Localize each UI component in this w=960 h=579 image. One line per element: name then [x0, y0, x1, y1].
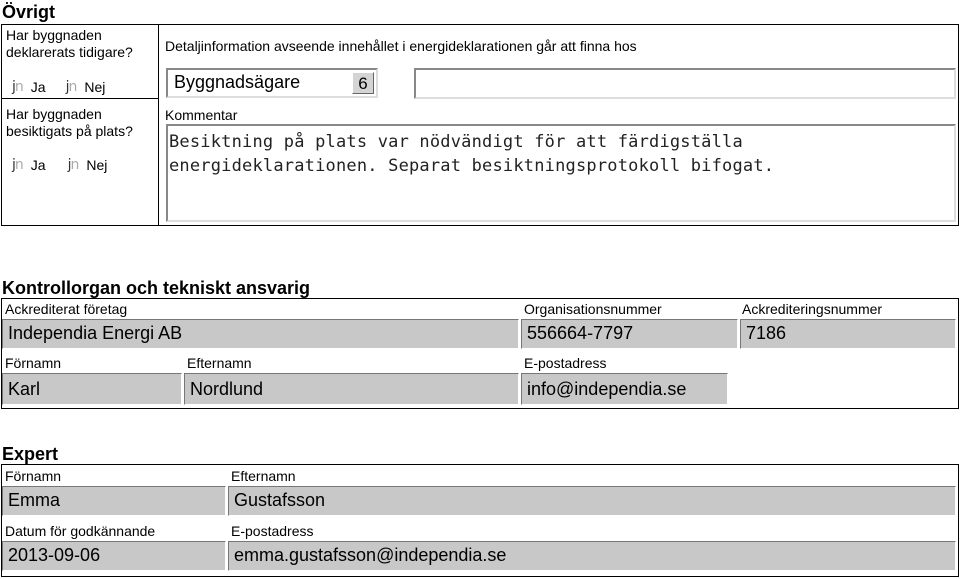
company-label: Ackrediterat företag [5, 301, 128, 317]
detail-extra-input[interactable] [414, 68, 956, 99]
q2-label: Har byggnaden besiktigats på plats? [6, 106, 133, 139]
expert-lastname-field[interactable]: Gustafsson [228, 486, 956, 516]
expert-firstname-label: Förnamn [5, 468, 62, 484]
expert-title: Expert [2, 444, 59, 464]
kontroll-firstname-field[interactable]: Karl [2, 373, 182, 405]
kontroll-lastname-label: Efternamn [187, 355, 252, 371]
kontroll-lastname-field[interactable]: Nordlund [184, 373, 519, 405]
expert-email-field[interactable]: emma.gustafsson@independia.se [228, 541, 956, 571]
comment-label: Kommentar [165, 107, 238, 123]
kontroll-firstname-label: Förnamn [5, 355, 62, 371]
kontroll-title: Kontrollorgan och tekniskt ansvarig [2, 278, 311, 298]
expert-email-label: E-postadress [231, 523, 314, 539]
ovrigt-divider-horizontal [1, 98, 159, 99]
ovrigt-divider-vertical [158, 24, 159, 226]
q2-options [12, 157, 107, 173]
chevron-down-icon[interactable]: 6 [352, 72, 374, 94]
q1-options [12, 79, 105, 95]
q2-nej-label[interactable]: Nej [86, 157, 108, 173]
q1-ja-radio-icon[interactable]: jn [12, 79, 23, 95]
q1-label: Har byggnaden deklarerats tidigare? [6, 27, 133, 60]
ovrigt-title: Övrigt [2, 2, 56, 22]
detail-info-text: Detaljinformation avseende innehållet i energideklarationen går att finna hos [165, 38, 637, 54]
company-field[interactable]: Independia Energi AB [2, 319, 519, 349]
approval-date-label: Datum för godkännande [5, 523, 156, 539]
detail-source-select-value: Byggnadsägare [174, 72, 301, 92]
detail-source-select[interactable] [166, 68, 378, 98]
q1-nej-label[interactable]: Nej [84, 79, 106, 95]
accreditation-number-field[interactable]: 7186 [740, 319, 956, 349]
approval-date-field[interactable]: 2013-09-06 [2, 541, 226, 571]
q2-ja-label[interactable]: Ja [30, 157, 46, 173]
kontroll-email-field[interactable]: info@independia.se [521, 373, 728, 405]
kontroll-email-label: E-postadress [524, 355, 607, 371]
accreditation-number-label: Ackrediteringsnummer [742, 301, 883, 317]
q1-ja-label[interactable]: Ja [30, 79, 46, 95]
q1-nej-radio-icon[interactable]: jn [65, 79, 77, 95]
org-number-label: Organisationsnummer [524, 301, 662, 317]
org-number-field[interactable]: 556664-7797 [521, 319, 738, 349]
comment-textarea[interactable]: Besiktning på plats var nödvändigt för att färdigställa energideklarationen. Separat besiktningsprotokoll bifogat. [166, 124, 956, 222]
expert-lastname-label: Efternamn [231, 468, 296, 484]
q2-ja-radio-icon[interactable]: jn [12, 157, 23, 173]
q2-nej-radio-icon[interactable]: jn [67, 157, 79, 173]
expert-firstname-field[interactable]: Emma [2, 486, 226, 516]
